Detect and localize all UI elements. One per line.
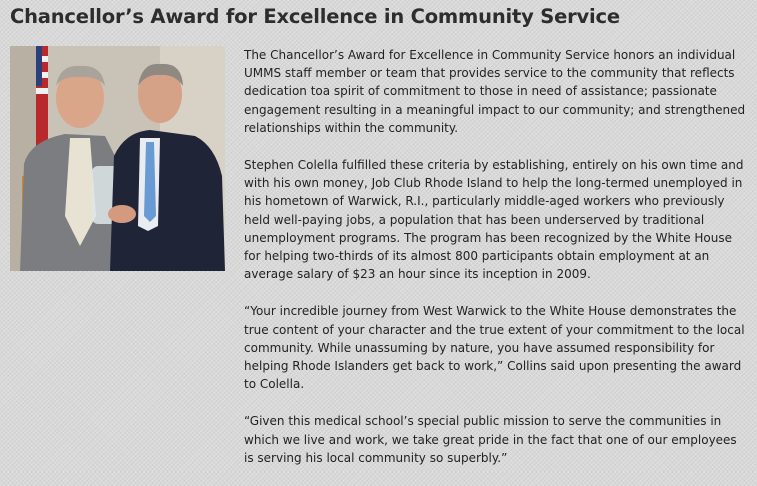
mission-quote-paragraph: “Given this medical school’s special public mission to serve the communities in which we live and work, we take great pride in the fact that one of our employees is serving his local community so superbly.” bbox=[244, 414, 737, 465]
page-title: Chancellor’s Award for Excellence in Community Service bbox=[10, 5, 620, 28]
colella-paragraph: Stephen Colella fulfilled these criteria by establishing, entirely on his own time and with his own money, Job Club Rhode Island to help the long-termed unemployed in his hometown of Warwick, R.I., particularly middle-aged workers who previously held well-paying jobs, a population that has been underserved by traditional unemployment programs. The program has been recognized by the White House for helping two-thirds of its almost 800 participants obtain employment at an average salary of $23 an hour since its inception in 2009. bbox=[244, 158, 744, 282]
award-photo bbox=[10, 46, 225, 271]
award-description bbox=[244, 46, 749, 486]
collins-quote-paragraph: “Your incredible journey from West Warwick to the White House demonstrates the true content of your character and the true extent of your commitment to the local community. While unassuming by nature, you have assumed responsibility for helping Rhode Islanders get back to work,” Collins said upon presenting the award to Colella. bbox=[244, 304, 745, 392]
intro-paragraph: The Chancellor’s Award for Excellence in Community Service honors an individual UMMS staff member or team that provides service to the community that reflects dedication toa spirit of commitment to those in need of assistance; passionate engagement resulting in a meaningful impact to our community; and strengthened relationships within the community. bbox=[244, 48, 746, 135]
